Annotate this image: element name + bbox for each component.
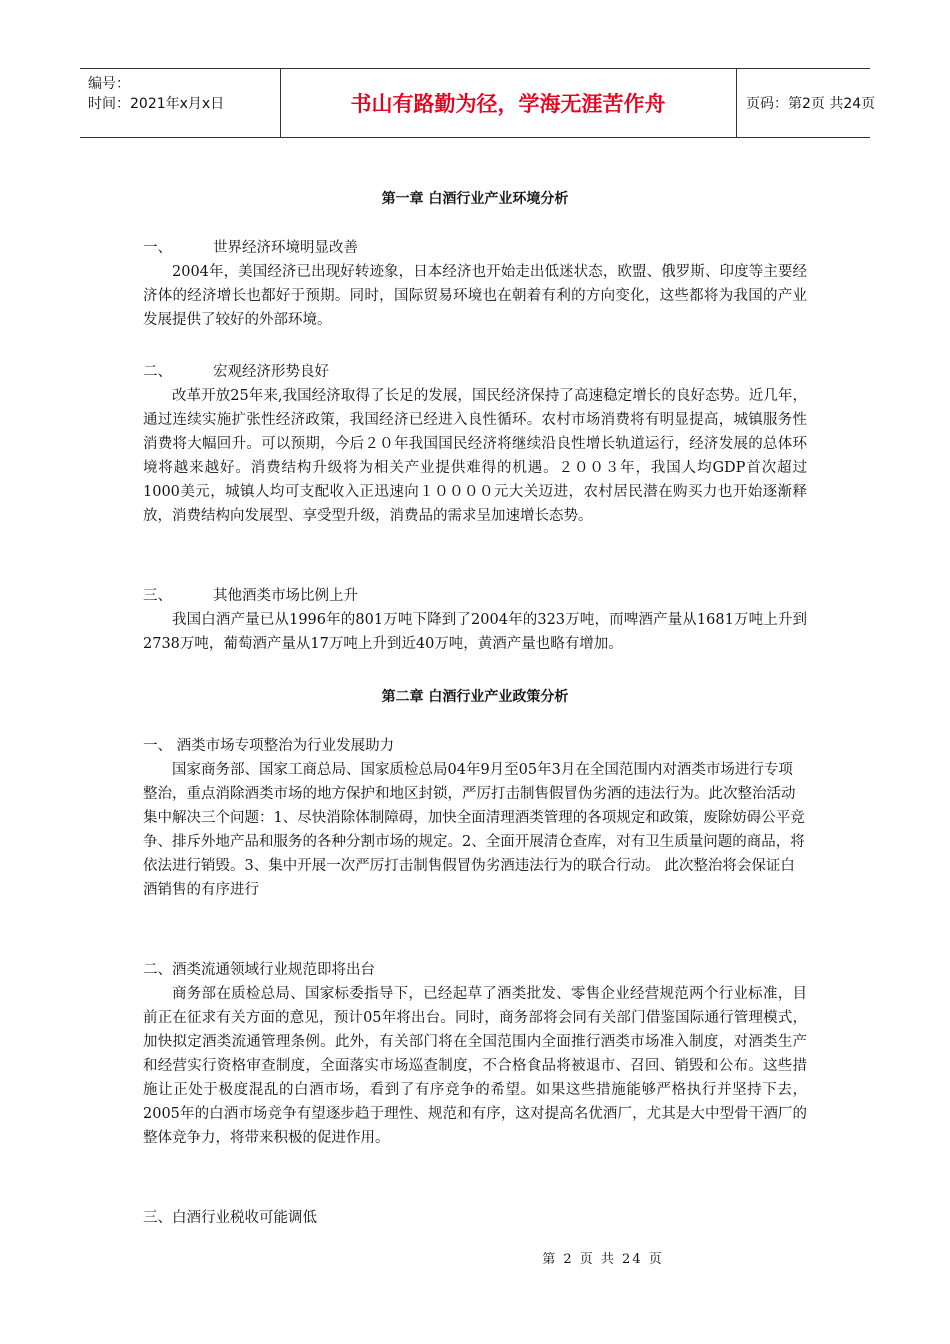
paragraph: 商务部在质检总局、国家标委指导下，已经起草了酒类批发、零售企业经营规范两个行业标准，目前正在征求有关方面的意见，预计05年将出台。同时，商务部将会同有关部门借鉴国际通行管理模式，加快拟定酒类流通管理条例。此外，有关部门将在全国范围内全面推行酒类市场准入制度，对酒类生产和经营实行资格审查制度，全面落实市场巡查制度，不合格食品将被退市、召回、销毁和公布。这些措施让正处于极度混乱的白酒市场，看到了有序竞争的希望。如果这些措施能够严格执行并坚持下去，2005年的白酒市场竞争有望逐步趋于理性、规范和有序，这对提高名优酒厂，尤其是大中型骨干酒厂的整体竞争力，将带来积极的促进作用。 [143, 986, 807, 1146]
page-header [80, 68, 876, 138]
paragraph: 改革开放25年来,我国经济取得了长足的发展，国民经济保持了高速稳定增长的良好态势。近几年，通过连续实施扩张性经济政策，我国经济已经进入良性循环。农村市场消费将有明显提高，城镇服务性消费将大幅回升。可以预期，今后２０年我国国民经济将继续沿良性增长轨道运行，经济发展的总体环境将越来越好。消费结构升级将为相关产业提供难得的机遇。２００３年，我国人均GDP首次超过1000美元，城镇人均可支配收入正迅速向１００００元大关迈进，农村居民潜在购买力也开始逐渐释放，消费结构向发展型、享受型升级，消费品的需求呈加速增长态势。 [143, 388, 807, 524]
header-page-info: 页码：第2页 共24页 [746, 96, 876, 112]
header-code-label: 编号： [88, 76, 130, 92]
section-heading: 三、白酒行业税收可能调低 [143, 1210, 317, 1226]
section-number: 一、 [143, 240, 172, 256]
section-title: 世界经济环境明显改善 [213, 240, 358, 256]
section-heading [143, 584, 358, 605]
section-number: 三、 [143, 588, 172, 604]
section-heading [143, 360, 329, 381]
header-info [80, 69, 281, 137]
page-footer: 第 2 页 共 24 页 [542, 1252, 664, 1267]
chapter-1-title: 第一章 白酒行业产业环境分析 [381, 191, 569, 207]
section-heading [143, 236, 358, 257]
section-number: 二、 [143, 364, 172, 380]
paragraph: 国家商务部、国家工商总局、国家质检总局04年9月至05年3月在全国范围内对酒类市场进行专项整治，重点消除酒类市场的地方保护和地区封锁，严厉打击制售假冒伪劣酒的违法行为。此次整治活动集中解决三个问题：1、尽快消除体制障碍，加快全面清理酒类管理的各项规定和政策，废除妨碍公平竞争、排斥外地产品和服务的各种分割市场的规定。2、全面开展清仓查库，对有卫生质量问题的商品，将依法进行销毁。3、集中开展一次严厉打击制售假冒伪劣酒违法行为的联合行动。 此次整治将会保证白酒销售的有序进行 [143, 762, 805, 898]
paragraph: 2004年，美国经济已出现好转迹象，日本经济也开始走出低迷状态，欧盟、俄罗斯、印度等主要经济体的经济增长也都好于预期。同时，国际贸易环境也在朝着有利的方向变化，这些都将为我国的产业发展提供了较好的外部环境。 [143, 264, 807, 328]
section-title: 宏观经济形势良好 [213, 364, 329, 380]
chapter-2-title: 第二章 白酒行业产业政策分析 [381, 689, 569, 705]
section-heading: 一、 酒类市场专项整治为行业发展助力 [143, 738, 395, 754]
section-title: 其他酒类市场比例上升 [213, 588, 358, 604]
header-motto: 书山有路勤为径，学海无涯苦作舟 [280, 69, 737, 137]
header-date-label: 时间：2021年x月x日 [88, 96, 225, 112]
section-heading: 二、酒类流通领域行业规范即将出台 [143, 962, 375, 978]
paragraph: 我国白酒产量已从1996年的801万吨下降到了2004年的323万吨，而啤酒产量从1681万吨上升到2738万吨，葡萄酒产量从17万吨上升到近40万吨，黄酒产量也略有增加。 [143, 612, 807, 652]
